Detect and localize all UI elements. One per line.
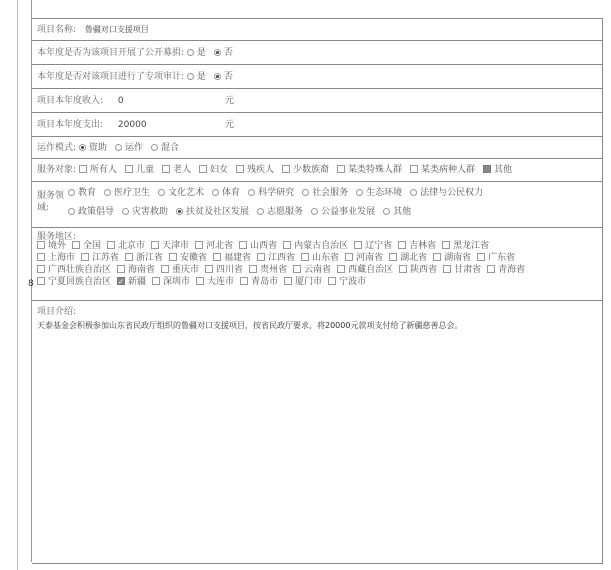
public-fundraising-row xyxy=(32,41,602,65)
checkbox-option[interactable] xyxy=(151,240,189,252)
checkbox-option[interactable] xyxy=(345,252,383,264)
option-label: 贵州省 xyxy=(260,265,288,275)
special-audit-label: 本年度是否对该项目进行了专项审计: xyxy=(37,72,185,82)
checkbox-icon[interactable] xyxy=(337,165,345,173)
radio-icon[interactable] xyxy=(302,189,309,196)
checkbox-option[interactable] xyxy=(487,264,525,276)
checkbox-icon[interactable] xyxy=(152,277,160,285)
option-label: 境外 xyxy=(48,241,67,251)
checkbox-icon[interactable] xyxy=(37,253,45,261)
checkbox-option[interactable] xyxy=(483,159,512,182)
checkbox-icon[interactable] xyxy=(398,241,406,249)
radio-icon[interactable] xyxy=(122,208,129,215)
checkbox-option[interactable] xyxy=(337,264,393,276)
checkbox-option[interactable] xyxy=(199,159,228,182)
radio-icon[interactable] xyxy=(311,208,318,215)
checkbox-icon[interactable] xyxy=(236,165,244,173)
project-form xyxy=(32,18,603,564)
checkbox-option[interactable] xyxy=(125,159,154,182)
radio-icon[interactable] xyxy=(410,189,417,196)
checkbox-checked-icon[interactable] xyxy=(483,165,491,173)
service-field-options-line2 xyxy=(68,206,419,219)
checkbox-option[interactable] xyxy=(249,264,287,276)
option-label: 残疾人 xyxy=(246,165,274,175)
option-label: 老人 xyxy=(172,165,191,175)
radio-option[interactable] xyxy=(187,65,206,89)
service-target-options xyxy=(79,165,520,175)
radio-icon[interactable] xyxy=(115,144,122,151)
option-label: 混合 xyxy=(160,143,179,153)
option-label: 灾害救助 xyxy=(132,207,169,217)
checkbox-icon[interactable] xyxy=(196,277,204,285)
checkbox-option[interactable] xyxy=(293,264,331,276)
radio-option[interactable] xyxy=(158,187,204,200)
expense-row xyxy=(32,113,602,137)
checkbox-icon[interactable] xyxy=(239,241,247,249)
checkbox-option[interactable] xyxy=(72,240,101,252)
option-label: 海南省 xyxy=(128,265,156,275)
checkbox-option[interactable] xyxy=(195,240,233,252)
checkbox-option[interactable] xyxy=(37,276,111,288)
checkbox-icon[interactable] xyxy=(79,165,87,173)
option-label: 黑龙江省 xyxy=(453,241,490,251)
radio-icon[interactable] xyxy=(68,208,75,215)
radio-option[interactable] xyxy=(115,137,143,159)
checkbox-option[interactable] xyxy=(328,276,366,288)
radio-selected-icon[interactable] xyxy=(176,208,183,215)
checkbox-option[interactable] xyxy=(107,240,145,252)
service-region-row xyxy=(32,228,602,301)
checkbox-option[interactable] xyxy=(477,252,515,264)
checkbox-icon[interactable] xyxy=(389,253,397,261)
checkbox-option[interactable] xyxy=(125,252,163,264)
option-label: 湖北省 xyxy=(400,253,428,263)
special-audit-options xyxy=(187,72,241,82)
checkbox-icon[interactable] xyxy=(354,241,362,249)
checkbox-icon[interactable] xyxy=(293,265,301,273)
service-region-line xyxy=(37,252,597,264)
project-name-value[interactable]: 鲁疆对口支援项目 xyxy=(84,25,149,34)
checkbox-icon[interactable] xyxy=(282,165,290,173)
project-name-row xyxy=(32,19,602,41)
option-label: 社会服务 xyxy=(312,188,349,198)
option-label: 其他 xyxy=(494,165,513,175)
option-label: 河北省 xyxy=(206,241,234,251)
checkbox-option[interactable] xyxy=(81,252,119,264)
option-label: 其他 xyxy=(393,207,412,217)
option-label: 某类特殊人群 xyxy=(348,165,403,175)
checkbox-option[interactable] xyxy=(399,264,437,276)
checkbox-option[interactable] xyxy=(236,159,274,182)
checkbox-icon[interactable] xyxy=(213,253,221,261)
option-label: 青海省 xyxy=(498,265,526,275)
radio-option[interactable] xyxy=(410,187,483,200)
checkbox-icon[interactable] xyxy=(107,241,115,249)
income-unit: 元 xyxy=(225,96,235,106)
checkbox-icon[interactable] xyxy=(37,265,45,273)
income-row xyxy=(32,89,602,113)
checkbox-icon[interactable] xyxy=(125,165,133,173)
checkbox-icon[interactable] xyxy=(205,265,213,273)
radio-option[interactable] xyxy=(214,41,233,65)
service-region-line xyxy=(37,240,597,252)
checkbox-icon[interactable] xyxy=(37,277,45,285)
checkbox-icon[interactable] xyxy=(117,265,125,273)
option-label: 浙江省 xyxy=(136,253,164,263)
checkbox-option[interactable] xyxy=(213,252,251,264)
option-label: 云南省 xyxy=(304,265,332,275)
checkbox-option[interactable] xyxy=(410,159,475,182)
radio-icon[interactable] xyxy=(383,208,390,215)
radio-option[interactable] xyxy=(214,65,233,89)
checkbox-icon[interactable] xyxy=(301,253,309,261)
row-number: 8 xyxy=(28,279,34,289)
checkbox-option[interactable] xyxy=(37,252,75,264)
radio-option[interactable] xyxy=(68,206,114,219)
option-label: 广东省 xyxy=(488,253,516,263)
radio-icon[interactable] xyxy=(68,189,75,196)
checkbox-icon[interactable] xyxy=(345,253,353,261)
checkbox-icon[interactable] xyxy=(199,165,207,173)
radio-option[interactable] xyxy=(79,137,107,159)
checkbox-option[interactable] xyxy=(257,252,295,264)
option-label: 少数族裔 xyxy=(293,165,330,175)
checkbox-option[interactable] xyxy=(37,240,66,252)
radio-icon[interactable] xyxy=(187,73,194,80)
checkbox-option[interactable] xyxy=(117,276,146,288)
option-label: 政策倡导 xyxy=(78,207,115,217)
checkbox-icon[interactable] xyxy=(161,265,169,273)
option-label: 甘肃省 xyxy=(454,265,482,275)
checkbox-icon[interactable] xyxy=(72,241,80,249)
operation-mode-row xyxy=(32,137,602,159)
radio-option[interactable] xyxy=(302,187,348,200)
option-label: 陕西省 xyxy=(410,265,438,275)
option-label: 宁夏回族自治区 xyxy=(48,277,112,287)
checkbox-checked-icon[interactable] xyxy=(117,277,125,285)
radio-selected-icon[interactable] xyxy=(214,73,221,80)
option-label: 厦门市 xyxy=(295,277,323,287)
income-label: 项目本年度收入: xyxy=(37,96,104,106)
option-label: 医疗卫生 xyxy=(114,188,151,198)
public-fundraising-label: 本年度是否为该项目开展了公开募捐: xyxy=(37,48,185,58)
radio-option[interactable] xyxy=(151,137,179,159)
option-label: 是 xyxy=(196,72,206,82)
option-label: 深圳市 xyxy=(163,277,191,287)
radio-icon[interactable] xyxy=(187,49,194,56)
service-target-row xyxy=(32,159,602,182)
checkbox-icon[interactable] xyxy=(37,241,45,249)
option-label: 某类病种人群 xyxy=(421,165,476,175)
checkbox-option[interactable] xyxy=(301,252,339,264)
option-label: 是 xyxy=(196,48,206,58)
option-label: 新疆 xyxy=(128,277,147,287)
option-label: 天津市 xyxy=(162,241,190,251)
radio-option[interactable] xyxy=(311,206,375,219)
service-field-label-line2: 域: xyxy=(37,203,50,213)
checkbox-option[interactable] xyxy=(37,264,111,276)
checkbox-icon[interactable] xyxy=(257,253,265,261)
checkbox-option[interactable] xyxy=(433,252,471,264)
service-target-label: 服务对象: xyxy=(37,165,77,175)
service-field-label-line1: 服务领 xyxy=(37,191,65,201)
option-label: 儿童 xyxy=(135,165,154,175)
option-label: 法律与公民权力 xyxy=(420,188,484,198)
option-label: 内蒙古自治区 xyxy=(294,241,349,251)
checkbox-option[interactable] xyxy=(117,264,155,276)
checkbox-icon[interactable] xyxy=(443,265,451,273)
option-label: 辽宁省 xyxy=(365,241,393,251)
radio-option[interactable] xyxy=(212,187,240,200)
option-label: 山东省 xyxy=(312,253,340,263)
option-label: 北京市 xyxy=(118,241,146,251)
radio-selected-icon[interactable] xyxy=(79,144,86,151)
option-label: 科学研究 xyxy=(258,188,295,198)
radio-icon[interactable] xyxy=(104,189,111,196)
option-label: 教育 xyxy=(78,188,97,198)
checkbox-icon[interactable] xyxy=(477,253,485,261)
checkbox-icon[interactable] xyxy=(328,277,336,285)
checkbox-icon[interactable] xyxy=(487,265,495,273)
checkbox-option[interactable] xyxy=(162,159,191,182)
checkbox-icon[interactable] xyxy=(284,277,292,285)
radio-option[interactable] xyxy=(248,187,294,200)
operation-mode-label: 运作模式: xyxy=(37,143,77,153)
checkbox-icon[interactable] xyxy=(337,265,345,273)
option-label: 四川省 xyxy=(216,265,244,275)
checkbox-icon[interactable] xyxy=(240,277,248,285)
option-label: 否 xyxy=(223,48,233,58)
option-label: 上海市 xyxy=(48,253,76,263)
checkbox-icon[interactable] xyxy=(195,241,203,249)
checkbox-icon[interactable] xyxy=(151,241,159,249)
public-fundraising-options xyxy=(187,48,241,58)
option-label: 山西省 xyxy=(250,241,278,251)
option-label: 大连市 xyxy=(207,277,235,287)
service-field-row xyxy=(32,182,602,228)
option-label: 安徽省 xyxy=(180,253,208,263)
checkbox-icon[interactable] xyxy=(399,265,407,273)
checkbox-icon[interactable] xyxy=(169,253,177,261)
option-label: 文化艺术 xyxy=(168,188,205,198)
option-label: 宁波市 xyxy=(339,277,367,287)
expense-value[interactable]: 20000 xyxy=(117,120,147,130)
option-label: 妇女 xyxy=(209,165,228,175)
checkbox-icon[interactable] xyxy=(162,165,170,173)
option-label: 运作 xyxy=(124,143,143,153)
intro-row xyxy=(32,301,602,563)
operation-mode-options xyxy=(79,143,187,153)
expense-label: 项目本年度支出: xyxy=(37,120,104,130)
radio-option[interactable] xyxy=(122,206,168,219)
option-label: 吉林省 xyxy=(409,241,437,251)
service-field-label xyxy=(37,190,64,214)
radio-icon[interactable] xyxy=(257,208,264,215)
project-name-label: 项目名称: xyxy=(37,25,77,35)
option-label: 否 xyxy=(223,72,233,82)
expense-unit: 元 xyxy=(225,120,235,130)
radio-option[interactable] xyxy=(68,187,96,200)
option-label: 生态环境 xyxy=(366,188,403,198)
checkbox-option[interactable] xyxy=(398,240,436,252)
radio-icon[interactable] xyxy=(151,144,158,151)
checkbox-option[interactable] xyxy=(79,159,117,182)
checkbox-option[interactable] xyxy=(282,159,329,182)
option-label: 湖南省 xyxy=(444,253,472,263)
checkbox-option[interactable] xyxy=(284,276,322,288)
radio-icon[interactable] xyxy=(158,189,165,196)
intro-text[interactable]: 天泰基金会积极参加山东省民政厅组织的鲁疆对口支援项目，按省民政厅要求，将20000元款项支付给了新疆慈善总会。 xyxy=(37,321,463,330)
radio-option[interactable] xyxy=(257,206,303,219)
radio-option[interactable] xyxy=(383,206,411,219)
option-label: 公益事业发展 xyxy=(321,207,376,217)
checkbox-option[interactable] xyxy=(389,252,427,264)
checkbox-option[interactable] xyxy=(205,264,243,276)
checkbox-option[interactable] xyxy=(354,240,392,252)
service-region-options xyxy=(37,240,597,288)
service-region-line xyxy=(37,264,597,276)
checkbox-option[interactable] xyxy=(337,159,402,182)
checkbox-icon[interactable] xyxy=(410,165,418,173)
option-label: 广西壮族自治区 xyxy=(48,265,112,275)
checkbox-option[interactable] xyxy=(283,240,348,252)
service-region-label: 服务地区: xyxy=(37,232,77,242)
option-label: 全国 xyxy=(83,241,102,251)
radio-icon[interactable] xyxy=(212,189,219,196)
checkbox-icon[interactable] xyxy=(249,265,257,273)
option-label: 青岛市 xyxy=(251,277,279,287)
checkbox-option[interactable] xyxy=(240,276,278,288)
checkbox-icon[interactable] xyxy=(125,253,133,261)
radio-icon[interactable] xyxy=(248,189,255,196)
option-label: 扶贫及社区发展 xyxy=(186,207,250,217)
option-label: 江西省 xyxy=(268,253,296,263)
checkbox-option[interactable] xyxy=(239,240,277,252)
radio-option[interactable] xyxy=(356,187,402,200)
checkbox-option[interactable] xyxy=(443,264,481,276)
checkbox-option[interactable] xyxy=(169,252,207,264)
intro-label: 项目介绍: xyxy=(37,307,77,317)
radio-icon[interactable] xyxy=(356,189,363,196)
checkbox-option[interactable] xyxy=(152,276,190,288)
option-label: 志愿服务 xyxy=(267,207,304,217)
checkbox-option[interactable] xyxy=(442,240,489,252)
checkbox-icon[interactable] xyxy=(442,241,450,249)
radio-selected-icon[interactable] xyxy=(214,49,221,56)
radio-option[interactable] xyxy=(104,187,150,200)
option-label: 资助 xyxy=(88,143,107,153)
option-label: 重庆市 xyxy=(172,265,200,275)
special-audit-row xyxy=(32,65,602,89)
checkbox-icon[interactable] xyxy=(433,253,441,261)
option-label: 西藏自治区 xyxy=(348,265,394,275)
checkbox-option[interactable] xyxy=(196,276,234,288)
option-label: 河南省 xyxy=(356,253,384,263)
service-field-options-line1 xyxy=(68,187,491,200)
radio-option[interactable] xyxy=(176,206,249,219)
option-label: 江苏省 xyxy=(92,253,120,263)
radio-option[interactable] xyxy=(187,41,206,65)
checkbox-icon[interactable] xyxy=(283,241,291,249)
option-label: 所有人 xyxy=(89,165,117,175)
option-label: 福建省 xyxy=(224,253,252,263)
checkbox-option[interactable] xyxy=(161,264,199,276)
service-region-line xyxy=(37,276,597,288)
checkbox-icon[interactable] xyxy=(81,253,89,261)
option-label: 体育 xyxy=(222,188,241,198)
income-value[interactable]: 0 xyxy=(117,96,124,106)
